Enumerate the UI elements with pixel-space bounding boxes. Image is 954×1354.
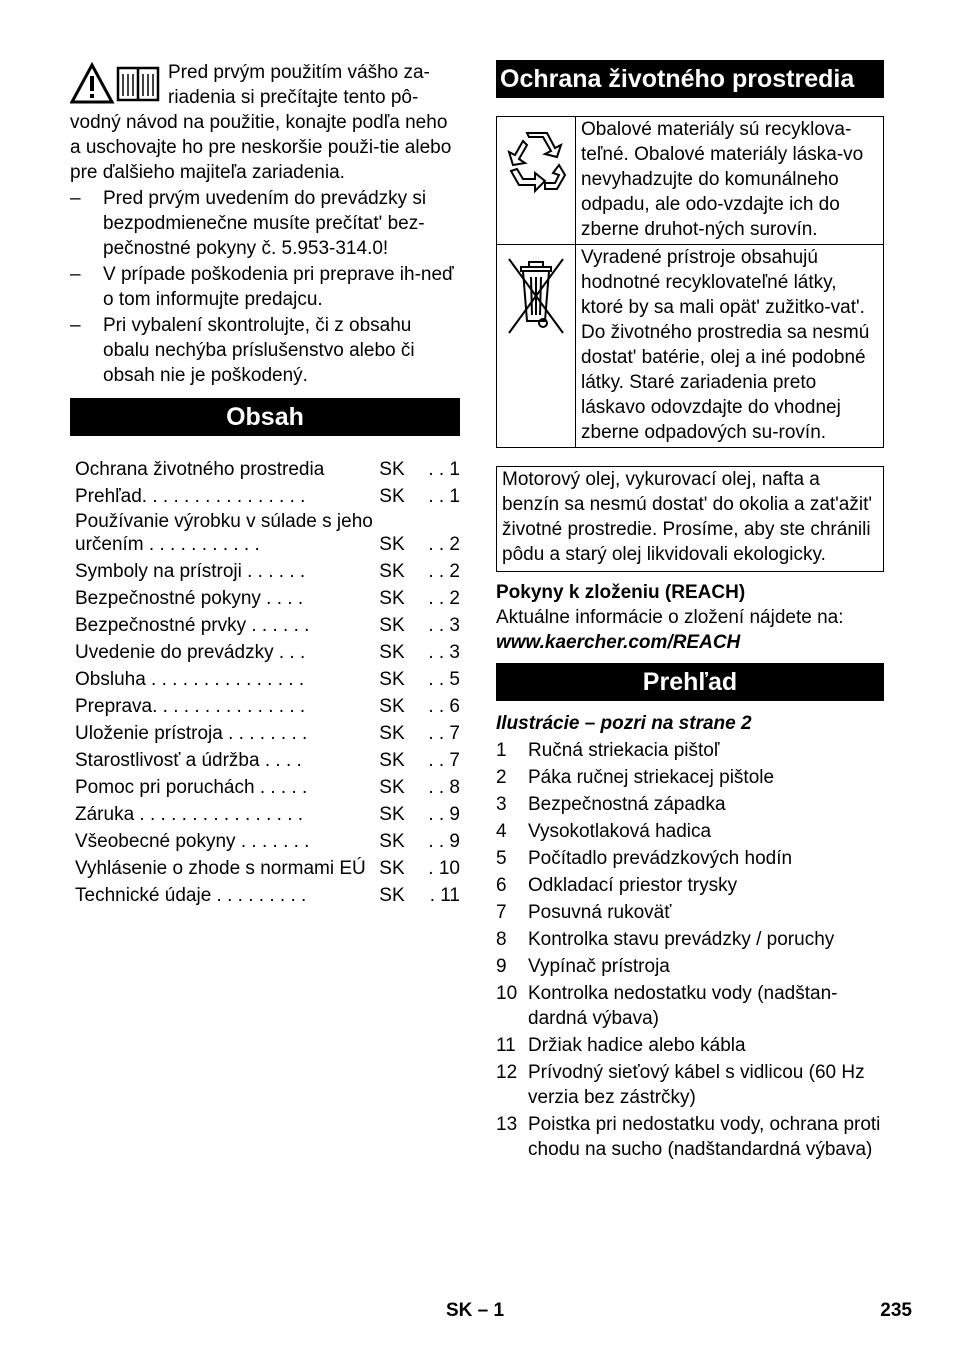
table-row (70, 693, 460, 720)
toc-page: . . 9 (428, 831, 460, 852)
list-item (496, 765, 884, 790)
toc-page: . . 6 (428, 696, 460, 717)
table-row (497, 117, 884, 245)
item-number: 2 (496, 767, 507, 788)
reach-text: Aktuálne informácie o zložení nájdete na: (496, 607, 844, 628)
item-number: 11 (496, 1035, 516, 1056)
bin-text: Vyradené prístroje obsahujú hodnotné recyklovateľné látky, ktoré by sa mali opät' zužitko-vat'. Do životného prostredia sa nesmú dostat' batérie, olej a iné podobné látky. Staré zariadenia preto láskavo odovzdajte do vhodnej zberne odpadových su-rovín. (576, 245, 884, 448)
item-text: Posuvná rukoväť (528, 902, 672, 923)
toc-page: . . 3 (428, 615, 460, 636)
list-item (496, 738, 884, 763)
item-text: Poistka pri nedostatku vody, ochrana proti chodu na sucho (nadštandardná výbava) (528, 1114, 881, 1160)
toc-label: Vyhlásenie o zhode s normami EÚ (75, 858, 366, 879)
toc-page: . . 5 (428, 669, 460, 690)
table-row (70, 882, 460, 909)
list-item (496, 792, 884, 817)
list-item (496, 1033, 884, 1058)
toc-label: Bezpečnostné prvky . . . . . . (75, 615, 310, 636)
table-row (70, 585, 460, 612)
toc-page: . . 2 (428, 588, 460, 609)
item-text: Odkladací priestor trysky (528, 875, 738, 896)
item-number: 12 (496, 1062, 518, 1083)
overview-heading: Prehľad (496, 663, 884, 701)
toc-heading: Obsah (70, 398, 460, 436)
item-text: Počítadlo prevádzkových hodín (528, 848, 793, 869)
list-item (496, 819, 884, 844)
left-column (70, 60, 460, 909)
item-number: 13 (496, 1114, 518, 1135)
table-row (497, 245, 884, 448)
bin-cell (497, 245, 576, 448)
table-row (70, 639, 460, 666)
toc-label: Všeobecné pokyny . . . . . . . (75, 831, 310, 852)
table-row (70, 558, 460, 585)
item-number: 8 (496, 929, 507, 950)
environment-table (496, 116, 884, 448)
list-item (496, 981, 884, 1031)
table-row (70, 801, 460, 828)
list-item: – Pred prvým uvedením do prevádzky si bezpodmienečne musíte prečítat' bez-pečnostné pokyny č. 5.953-314.0! (70, 186, 460, 261)
toc-lang: SK (379, 858, 405, 879)
reach-link[interactable]: www.kaercher.com/REACH (496, 632, 741, 653)
item-text: Držiak hadice alebo kábla (528, 1035, 746, 1056)
item-number: 6 (496, 875, 507, 896)
toc-label: Preprava. . . . . . . . . . . . . . . (75, 696, 306, 717)
list-item (496, 900, 884, 925)
toc-lang: SK (379, 669, 405, 690)
item-text: Vypínač prístroja (528, 956, 670, 977)
toc-page: . . 2 (428, 561, 460, 582)
toc-lang: SK (379, 534, 405, 555)
intro-text: Pred prvým použitím vášho za-riadenia si prečítajte tento pô-vodný návod na použitie, konajte podľa neho a uschovajte ho pre neskoršie použi-tie alebo pre ďalšieho majiteľa zariadenia. (70, 62, 452, 183)
toc-label: Symboly na prístroji . . . . . . (75, 561, 306, 582)
toc-page: . . 2 (428, 534, 460, 555)
toc-lang: SK (379, 588, 405, 609)
toc-page: . . 9 (428, 804, 460, 825)
table-row (70, 612, 460, 639)
item-text: Ručná striekacia pištoľ (528, 740, 720, 761)
toc-label: Používanie výrobku v súlade s jeho určením . . . . . . . . . . . (75, 511, 373, 555)
toc-lang: SK (379, 777, 405, 798)
item-number: 1 (496, 740, 507, 761)
right-column (496, 60, 884, 1162)
toc-page: . . 1 (428, 486, 460, 507)
item-number: 9 (496, 956, 507, 977)
table-row (70, 510, 460, 558)
toc-lang: SK (379, 750, 405, 771)
item-text: Bezpečnostná západka (528, 794, 726, 815)
recycle-text: Obalové materiály sú recyklova-teľné. Obalové materiály láska-vo nevyhadzujte do komunálneho odpadu, ale odo-vzdajte ich do zberne druhot-ných surovín. (576, 117, 884, 245)
toc-label: Obsluha . . . . . . . . . . . . . . . (75, 669, 305, 690)
oil-note: Motorový olej, vykurovací olej, nafta a benzín sa nesmú dostat' do okolia a zat'ažit' životné prostredie. Prosíme, aby ste chránili pôdu a starý olej likvidovali ekologicky. (496, 466, 884, 572)
toc-label: Prehľad. . . . . . . . . . . . . . . . (75, 486, 306, 507)
page-number: 235 (880, 1300, 912, 1321)
table-row (70, 666, 460, 693)
reach-heading: Pokyny k zloženiu (REACH) (496, 582, 746, 603)
toc-lang: SK (379, 885, 405, 906)
recycle-cell (497, 117, 576, 245)
toc-lang: SK (379, 642, 405, 663)
crossed-bin-icon (499, 251, 573, 341)
toc-label: Starostlivosť a údržba . . . . (75, 750, 302, 771)
item-text: Kontrolka nedostatku vody (nadštan-dardná výbava) (528, 983, 838, 1029)
toc-label: Uloženie prístroja . . . . . . . . (75, 723, 308, 744)
table-row (70, 456, 460, 483)
toc-lang: SK (379, 486, 405, 507)
table-row (70, 747, 460, 774)
overview-list (496, 738, 884, 1162)
toc-page: . . 1 (428, 459, 460, 480)
item-number: 3 (496, 794, 507, 815)
toc-lang: SK (379, 459, 405, 480)
toc-lang: SK (379, 831, 405, 852)
table-row (70, 774, 460, 801)
toc-label: Bezpečnostné pokyny . . . . (75, 588, 304, 609)
item-number: 10 (496, 983, 518, 1004)
toc-lang: SK (379, 615, 405, 636)
item-text: Kontrolka stavu prevádzky / poruchy (528, 929, 835, 950)
toc-page: . 10 (428, 858, 460, 879)
list-item (496, 1060, 884, 1110)
toc-label: Technické údaje . . . . . . . . . (75, 885, 307, 906)
table-row (70, 483, 460, 510)
list-item (496, 873, 884, 898)
item-text: Vysokotlaková hadica (528, 821, 712, 842)
toc-lang: SK (379, 723, 405, 744)
table-row (70, 720, 460, 747)
item-text: Páka ručnej striekacej pištole (528, 767, 775, 788)
table-row (70, 828, 460, 855)
item-text: Prívodný sieťový kábel s vidlicou (60 Hz verzia bez zástrčky) (528, 1062, 865, 1108)
table-row (70, 855, 460, 882)
toc-table (70, 456, 460, 909)
intro-block (70, 60, 460, 388)
toc-page: . . 7 (428, 750, 460, 771)
intro-bullets (70, 186, 460, 388)
list-item (496, 954, 884, 979)
toc-label: Pomoc pri poruchách . . . . . (75, 777, 308, 798)
environment-heading: Ochrana životného prostredia (496, 60, 884, 98)
warning-manual-icon (70, 62, 162, 106)
toc-lang: SK (379, 696, 405, 717)
list-item (496, 927, 884, 952)
toc-page: . . 8 (428, 777, 460, 798)
toc-label: Záruka . . . . . . . . . . . . . . . . (75, 804, 304, 825)
item-number: 4 (496, 821, 507, 842)
toc-lang: SK (379, 561, 405, 582)
toc-label: Ochrana životného prostredia (75, 459, 325, 480)
overview-subtitle: Ilustrácie – pozri na strane 2 (496, 713, 752, 734)
item-number: 7 (496, 902, 507, 923)
item-number: 5 (496, 848, 507, 869)
list-item (496, 1112, 884, 1162)
list-item: – V prípade poškodenia pri preprave ih-neď o tom informujte predajcu. (70, 262, 460, 312)
toc-page: . 11 (429, 885, 460, 906)
list-item: – Pri vybalení skontrolujte, či z obsahu obalu nechýba príslušenstvo alebo či obsah nie je poškodený. (70, 313, 460, 388)
toc-label: Uvedenie do prevádzky . . . (75, 642, 306, 663)
footer-section: SK – 1 (446, 1300, 505, 1321)
list-item (496, 846, 884, 871)
toc-page: . . 3 (428, 642, 460, 663)
recycle-icon (499, 123, 573, 203)
toc-page: . . 7 (428, 723, 460, 744)
toc-lang: SK (379, 804, 405, 825)
